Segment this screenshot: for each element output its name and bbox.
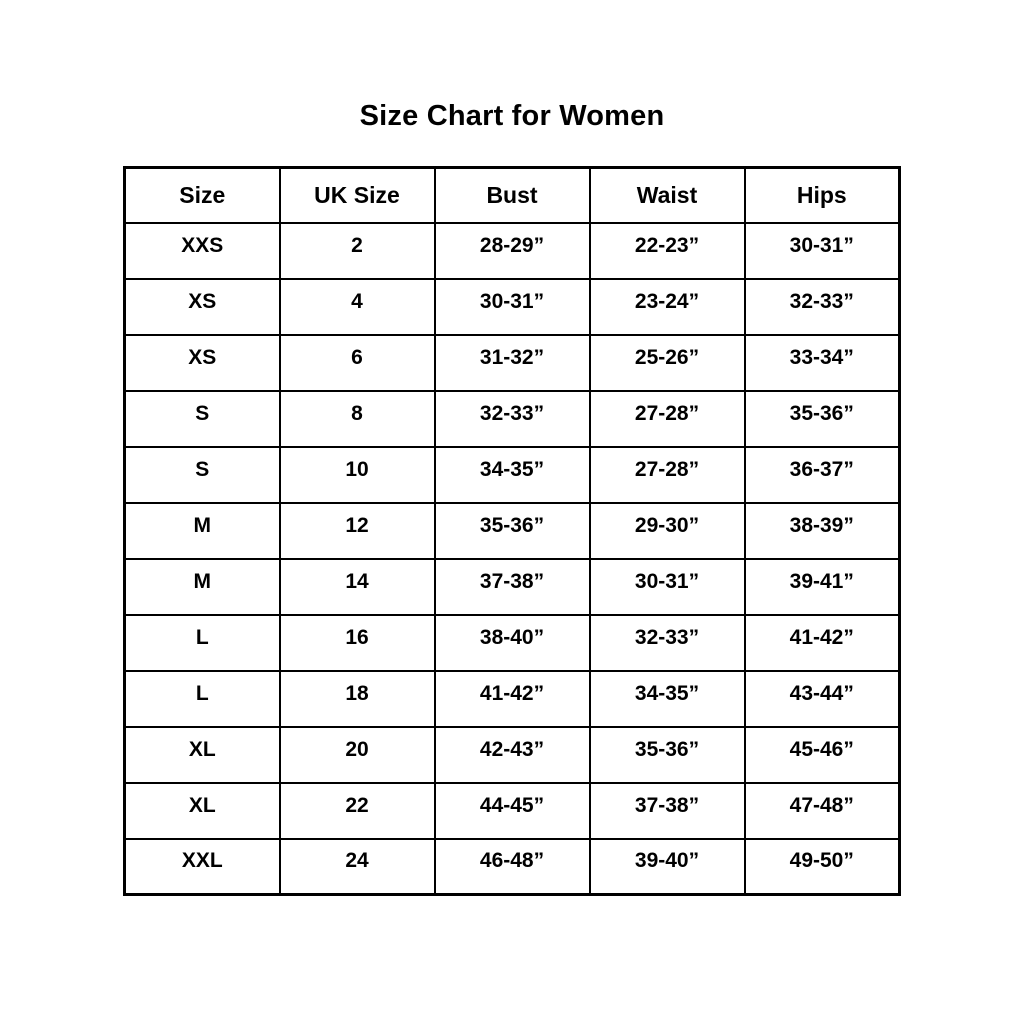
hips-cell: 49-50” — [745, 839, 900, 895]
table-row — [125, 335, 900, 391]
size-cell: M — [125, 503, 280, 559]
size-cell: XXL — [125, 839, 280, 895]
hips-cell: 30-31” — [745, 223, 900, 279]
waist-cell: 29-30” — [590, 503, 745, 559]
bust-cell: 44-45” — [435, 783, 590, 839]
uk-size-cell: 24 — [280, 839, 435, 895]
size-cell: XS — [125, 335, 280, 391]
waist-cell: 35-36” — [590, 727, 745, 783]
size-cell: XXS — [125, 223, 280, 279]
uk-size-cell: 16 — [280, 615, 435, 671]
page-title: Size Chart for Women — [359, 100, 665, 132]
column-header-size: Size — [125, 168, 280, 223]
waist-cell: 23-24” — [590, 279, 745, 335]
waist-cell: 39-40” — [590, 839, 745, 895]
table-row — [125, 615, 900, 671]
bust-cell: 38-40” — [435, 615, 590, 671]
bust-cell: 28-29” — [435, 223, 590, 279]
uk-size-cell: 18 — [280, 671, 435, 727]
size-chart-table — [123, 166, 901, 896]
uk-size-cell: 20 — [280, 727, 435, 783]
uk-size-cell: 12 — [280, 503, 435, 559]
bust-cell: 34-35” — [435, 447, 590, 503]
table-row — [125, 279, 900, 335]
waist-cell: 25-26” — [590, 335, 745, 391]
hips-cell: 41-42” — [745, 615, 900, 671]
table-row — [125, 447, 900, 503]
table-row — [125, 839, 900, 895]
table-row — [125, 391, 900, 447]
hips-cell: 36-37” — [745, 447, 900, 503]
size-cell: XL — [125, 727, 280, 783]
bust-cell: 32-33” — [435, 391, 590, 447]
table-row — [125, 727, 900, 783]
hips-cell: 47-48” — [745, 783, 900, 839]
bust-cell: 35-36” — [435, 503, 590, 559]
bust-cell: 41-42” — [435, 671, 590, 727]
hips-cell: 35-36” — [745, 391, 900, 447]
column-header-waist: Waist — [590, 168, 745, 223]
size-cell: L — [125, 671, 280, 727]
uk-size-cell: 6 — [280, 335, 435, 391]
waist-cell: 27-28” — [590, 391, 745, 447]
size-cell: XL — [125, 783, 280, 839]
bust-cell: 42-43” — [435, 727, 590, 783]
column-header-bust: Bust — [435, 168, 590, 223]
uk-size-cell: 4 — [280, 279, 435, 335]
hips-cell: 33-34” — [745, 335, 900, 391]
table-row — [125, 503, 900, 559]
waist-cell: 37-38” — [590, 783, 745, 839]
waist-cell: 27-28” — [590, 447, 745, 503]
bust-cell: 46-48” — [435, 839, 590, 895]
waist-cell: 30-31” — [590, 559, 745, 615]
size-cell: M — [125, 559, 280, 615]
waist-cell: 22-23” — [590, 223, 745, 279]
waist-cell: 34-35” — [590, 671, 745, 727]
table-row — [125, 223, 900, 279]
bust-cell: 37-38” — [435, 559, 590, 615]
size-cell: S — [125, 391, 280, 447]
uk-size-cell: 8 — [280, 391, 435, 447]
table-row — [125, 671, 900, 727]
size-cell: L — [125, 615, 280, 671]
uk-size-cell: 2 — [280, 223, 435, 279]
bust-cell: 30-31” — [435, 279, 590, 335]
size-cell: XS — [125, 279, 280, 335]
column-header-hips: Hips — [745, 168, 900, 223]
header-row — [125, 168, 900, 223]
table-row — [125, 783, 900, 839]
hips-cell: 43-44” — [745, 671, 900, 727]
uk-size-cell: 10 — [280, 447, 435, 503]
bust-cell: 31-32” — [435, 335, 590, 391]
hips-cell: 32-33” — [745, 279, 900, 335]
table-row — [125, 559, 900, 615]
hips-cell: 45-46” — [745, 727, 900, 783]
hips-cell: 38-39” — [745, 503, 900, 559]
uk-size-cell: 22 — [280, 783, 435, 839]
column-header-uk-size: UK Size — [280, 168, 435, 223]
uk-size-cell: 14 — [280, 559, 435, 615]
waist-cell: 32-33” — [590, 615, 745, 671]
hips-cell: 39-41” — [745, 559, 900, 615]
size-cell: S — [125, 447, 280, 503]
